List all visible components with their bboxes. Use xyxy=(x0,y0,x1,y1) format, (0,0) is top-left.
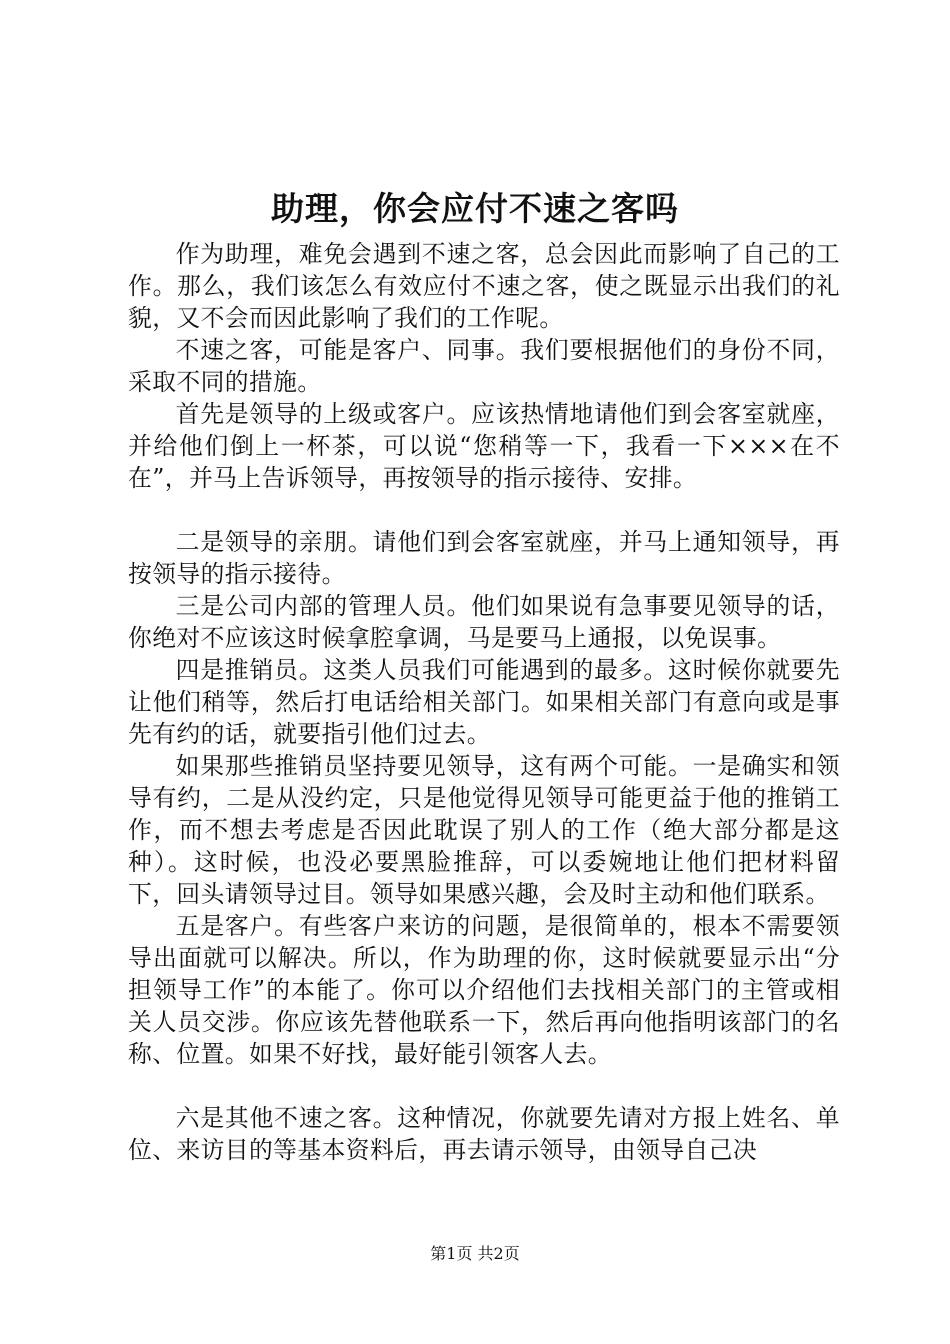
paragraph-internal-managers: 三是公司内部的管理人员。他们如果说有急事要见领导的话，你绝对不应该这时候拿腔拿调，马是要马上通报，以免误事。 xyxy=(128,592,840,652)
paragraph-salespeople: 四是推销员。这类人员我们可能遇到的最多。这时候你就要先让他们稍等，然后打电话给相关部门。如果相关部门有意向或是事先有约的话，就要指引他们过去。 xyxy=(128,656,840,748)
document-body xyxy=(128,238,840,1166)
paragraph-customers: 五是客户。有些客户来访的问题，是很简单的，根本不需要领导出面就可以解决。所以，作为助理的你，这时候就要显示出“分担领导工作”的本能了。你可以介绍他们去找相关部门的主管或相关人员交涉。你应该先替他联系一下，然后再向他指明该部门的名称、位置。如果不好找，最好能引领客人去。 xyxy=(128,912,840,1068)
paragraph-intro: 作为助理，难免会遇到不速之客，总会因此而影响了自己的工作。那么，我们该怎么有效应付不速之客，使之既显示出我们的礼貌，又不会而因此影响了我们的工作呢。 xyxy=(128,240,840,332)
paragraph-other-visitors: 六是其他不速之客。这种情况，你就要先请对方报上姓名、单位、来访目的等基本资料后，再去请示领导，由领导自己决 xyxy=(128,1104,840,1164)
paragraph-insistent-salespeople: 如果那些推销员坚持要见领导，这有两个可能。一是确实和领导有约，二是从没约定，只是他觉得见领导可能更益于他的推销工作，而不想去考虑是否因此耽误了别人的工作（绝大部分都是这种）。这时候，也没必要黑脸推辞，可以委婉地让他们把材料留下，回头请领导过目。领导如果感兴趣，会及时主动和他们联系。 xyxy=(128,752,840,908)
paragraph-visitor-types: 不速之客，可能是客户、同事。我们要根据他们的身份不同，采取不同的措施。 xyxy=(128,336,840,396)
paragraph-relatives-friends: 二是领导的亲朋。请他们到会客室就座，并马上通知领导，再按领导的指示接待。 xyxy=(128,528,840,588)
document-title: 助理，你会应付不速之客吗 xyxy=(271,189,679,228)
paragraph-superiors-clients: 首先是领导的上级或客户。应该热情地请他们到会客室就座，并给他们倒上一杯茶，可以说“您稍等一下，我看一下×××在不在”，并马上告诉领导，再按领导的指示接待、安排。 xyxy=(128,400,840,492)
page-number-footer: 第1页 共2页 xyxy=(430,1244,520,1263)
